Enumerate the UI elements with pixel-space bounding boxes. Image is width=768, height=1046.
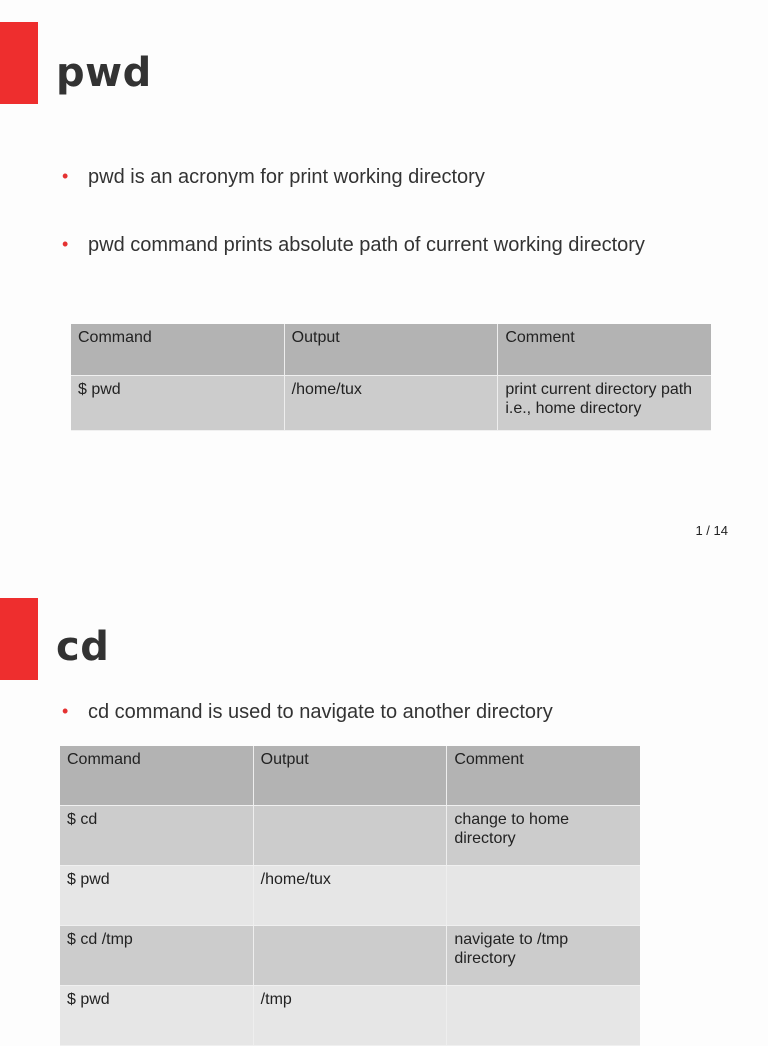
cell-comment: change to home directory: [447, 806, 640, 866]
header-cell-comment: Comment: [447, 746, 640, 806]
slide-cd: [0, 578, 768, 1024]
bullet-item: • pwd is an acronym for print working directory: [62, 165, 645, 189]
cell-comment: navigate to /tmp directory: [447, 926, 640, 986]
header-cell-output: Output: [253, 746, 447, 806]
bullet-list: [62, 165, 645, 257]
slide-title: cd: [56, 624, 110, 670]
cell-comment: [447, 986, 640, 1046]
cell-command: $ cd: [60, 806, 253, 866]
cell-command: $ pwd: [71, 376, 284, 431]
title-accent-bar: [0, 22, 38, 104]
cell-output: [253, 926, 447, 986]
table-header-row: [60, 746, 640, 806]
title-accent-bar: [0, 598, 38, 680]
cell-command: $ pwd: [60, 866, 253, 926]
table-row: [60, 926, 640, 986]
table-row: [71, 376, 711, 431]
bullet-item: • cd command is used to navigate to another directory: [62, 700, 553, 724]
cell-comment: [447, 866, 640, 926]
cell-output: [253, 806, 447, 866]
header-cell-command: Command: [71, 324, 284, 376]
cell-comment: print current directory path i.e., home directory: [498, 376, 711, 431]
page-number: 1 / 14: [695, 523, 728, 538]
bullet-list: [62, 700, 553, 724]
cell-command: $ pwd: [60, 986, 253, 1046]
bullet-item: • pwd command prints absolute path of current working directory: [62, 233, 645, 257]
command-table: [60, 746, 640, 1046]
header-cell-command: Command: [60, 746, 253, 806]
cell-command: $ cd /tmp: [60, 926, 253, 986]
cell-output: /tmp: [253, 986, 447, 1046]
table-row: [60, 866, 640, 926]
header-cell-output: Output: [284, 324, 498, 376]
header-cell-comment: Comment: [498, 324, 711, 376]
slide-title: pwd: [56, 50, 152, 96]
table-row: [60, 986, 640, 1046]
command-table: [71, 324, 711, 431]
table-header-row: [71, 324, 711, 376]
cell-output: /home/tux: [284, 376, 498, 431]
cell-output: /home/tux: [253, 866, 447, 926]
table-row: [60, 806, 640, 866]
